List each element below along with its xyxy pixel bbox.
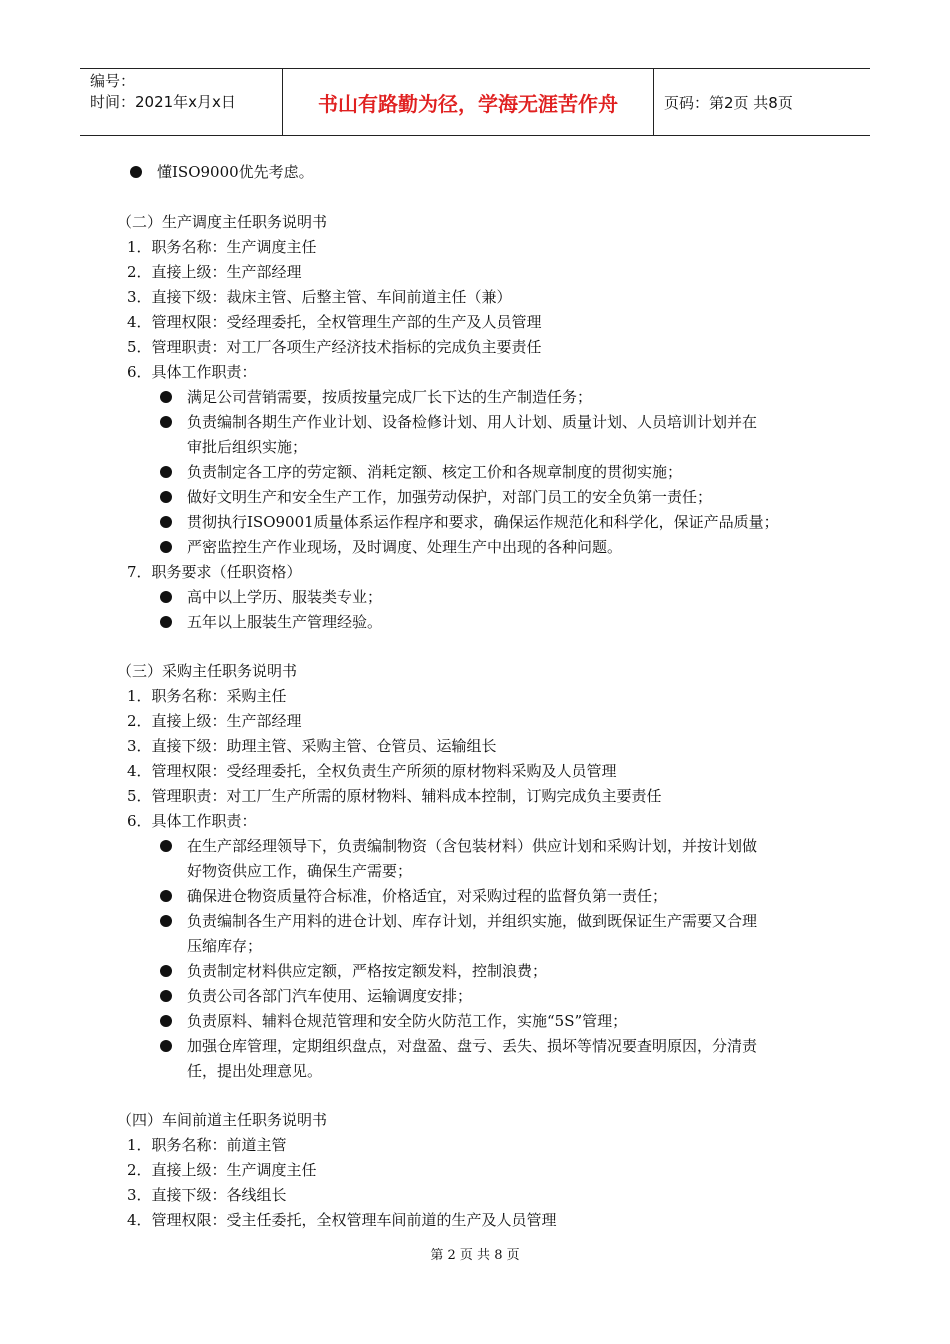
list-item: 4．管理权限：受经理委托，全权管理生产部的生产及人员管理 — [127, 313, 542, 331]
duty-item: 贯彻执行ISO9001质量体系运作程序和要求，确保运作规范化和科学化，保证产品质量； — [187, 513, 779, 531]
bullet-icon — [160, 840, 172, 852]
bullet-icon — [130, 166, 142, 178]
section-title: （二）生产调度主任职务说明书 — [117, 213, 328, 231]
bullet-icon — [160, 915, 172, 927]
duty-item-continuation: 压缩库存； — [187, 937, 263, 955]
list-item: 5．管理职责：对工厂各项生产经济技术指标的完成负主要责任 — [127, 338, 542, 356]
duty-item: 负责编制各期生产作业计划、设备检修计划、用人计划、质量计划、人员培训计划并在 — [187, 413, 758, 431]
header-meta — [80, 69, 283, 135]
page-header — [80, 68, 870, 136]
section-title: （四）车间前道主任职务说明书 — [117, 1111, 328, 1129]
list-item: 6．具体工作职责： — [127, 363, 257, 381]
bullet-icon — [160, 491, 172, 503]
list-item: 2．直接上级：生产部经理 — [127, 263, 302, 281]
intro-bullet-text: 懂ISO9000优先考虑。 — [157, 163, 314, 181]
duty-item: 做好文明生产和安全生产工作，加强劳动保护，对部门员工的安全负第一责任； — [187, 488, 713, 506]
bullet-icon — [160, 391, 172, 403]
header-motto: 书山有路勤为径，学海无涯苦作舟 — [283, 69, 654, 135]
duty-item: 负责公司各部门汽车使用、运输调度安排； — [187, 987, 473, 1005]
bullet-icon — [160, 890, 172, 902]
list-item: 3．直接下级：裁床主管、后整主管、车间前道主任（兼） — [127, 288, 512, 306]
list-item: 5．管理职责：对工厂生产所需的原材物料、辅料成本控制，订购完成负主要责任 — [127, 787, 662, 805]
duty-item-continuation: 任，提出处理意见。 — [187, 1062, 323, 1080]
document-number-label: 编号： — [90, 72, 136, 90]
duty-item: 负责制定材料供应定额，严格按定额发料，控制浪费； — [187, 962, 548, 980]
list-item: 2．直接上级：生产调度主任 — [127, 1161, 317, 1179]
list-item: 2．直接上级：生产部经理 — [127, 712, 302, 730]
duty-item-continuation: 审批后组织实施； — [187, 438, 308, 456]
bullet-icon — [160, 1015, 172, 1027]
page-footer: 第 2 页 共 8 页 — [430, 1248, 520, 1263]
bullet-icon — [160, 516, 172, 528]
list-item: 7．职务要求（任职资格） — [127, 563, 302, 581]
list-item: 1．职务名称：采购主任 — [127, 687, 287, 705]
duty-item: 负责编制各生产用料的进仓计划、库存计划，并组织实施，做到既保证生产需要又合理 — [187, 912, 758, 930]
duty-item: 确保进仓物资质量符合标准，价格适宜，对采购过程的监督负第一责任； — [187, 887, 668, 905]
bullet-icon — [160, 1040, 172, 1052]
requirement-item: 五年以上服装生产管理经验。 — [187, 613, 383, 631]
bullet-icon — [160, 591, 172, 603]
bullet-icon — [160, 990, 172, 1002]
duty-item: 在生产部经理领导下，负责编制物资（含包装材料）供应计划和采购计划，并按计划做 — [187, 837, 758, 855]
duty-item: 严密监控生产作业现场，及时调度、处理生产中出现的各种问题。 — [187, 538, 623, 556]
header-page-number: 页码：第2页 共8页 — [664, 93, 793, 112]
duty-item: 满足公司营销需要，按质按量完成厂长下达的生产制造任务； — [187, 388, 593, 406]
list-item: 3．直接下级：各线组长 — [127, 1186, 287, 1204]
bullet-icon — [160, 416, 172, 428]
duty-item: 负责制定各工序的劳定额、消耗定额、核定工价和各规章制度的贯彻实施； — [187, 463, 683, 481]
list-item: 6．具体工作职责： — [127, 812, 257, 830]
document-date: 时间：2021年x月x日 — [90, 93, 236, 111]
bullet-icon — [160, 965, 172, 977]
list-item: 4．管理权限：受经理委托，全权负责生产所须的原材物料采购及人员管理 — [127, 762, 617, 780]
duty-item-continuation: 好物资供应工作，确保生产需要； — [187, 862, 413, 880]
section-title: （三）采购主任职务说明书 — [117, 662, 298, 680]
list-item: 1．职务名称：前道主管 — [127, 1136, 287, 1154]
duty-item: 加强仓库管理，定期组织盘点，对盘盈、盘亏、丢失、损坏等情况要查明原因，分清责 — [187, 1037, 758, 1055]
bullet-icon — [160, 616, 172, 628]
requirement-item: 高中以上学历、服装类专业； — [187, 588, 383, 606]
duty-item: 负责原料、辅料仓规范管理和安全防火防范工作，实施“5S”管理； — [187, 1012, 628, 1030]
list-item: 4．管理权限：受主任委托，全权管理车间前道的生产及人员管理 — [127, 1211, 557, 1229]
bullet-icon — [160, 466, 172, 478]
bullet-icon — [160, 541, 172, 553]
list-item: 1．职务名称：生产调度主任 — [127, 238, 317, 256]
list-item: 3．直接下级：助理主管、采购主管、仓管员、运输组长 — [127, 737, 497, 755]
